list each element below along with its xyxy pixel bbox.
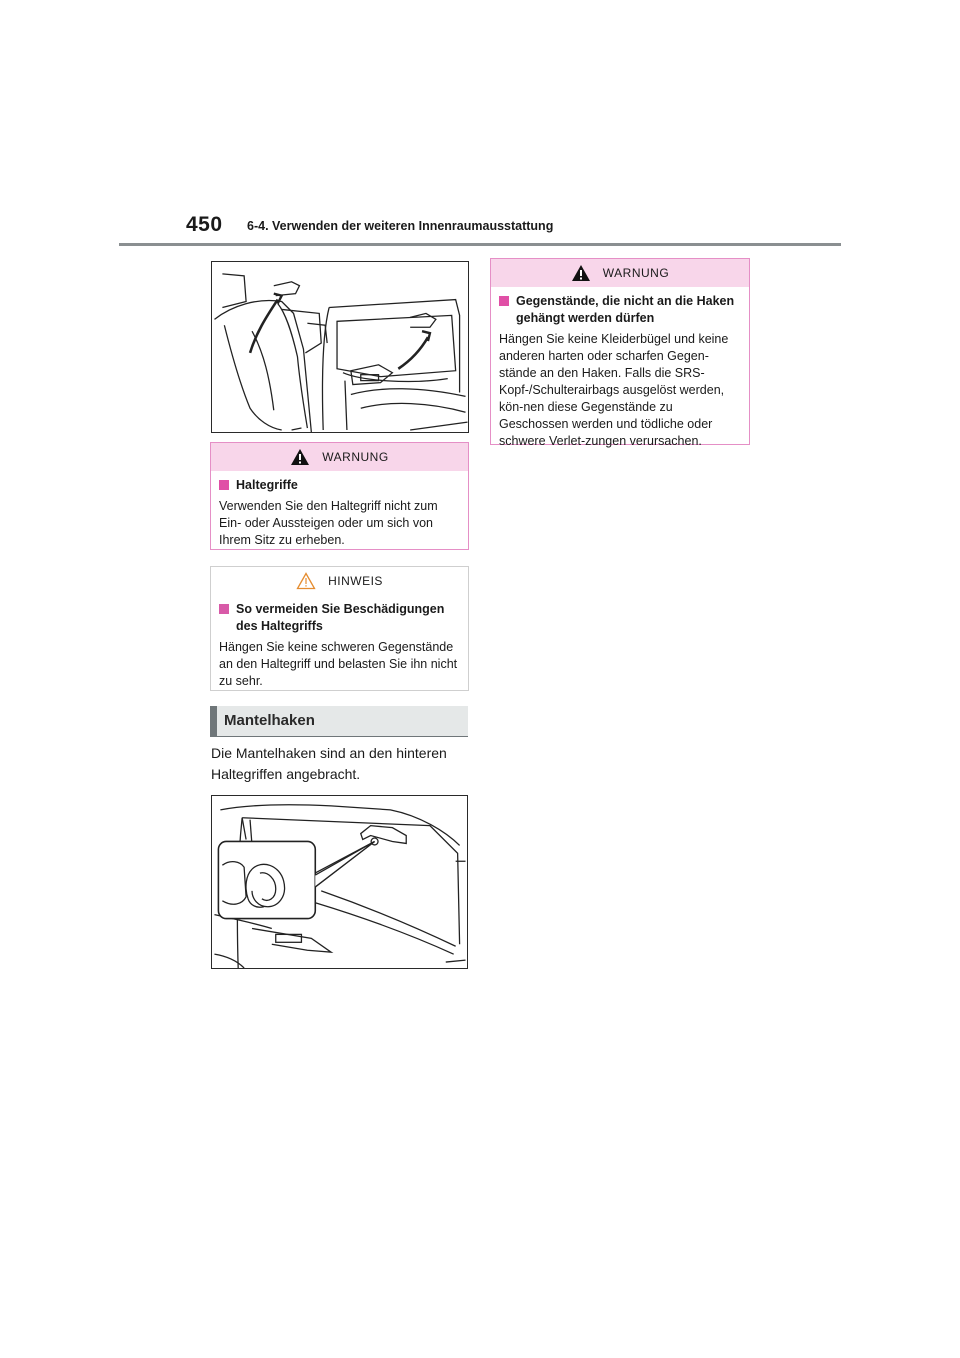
notice-box-header	[211, 567, 468, 595]
warning-box-header	[491, 259, 749, 287]
warning-label: WARNUNG	[602, 265, 670, 280]
warning-text: Hängen Sie keine Kleiderbügel und keine anderen harten oder scharfen Gegen-stände an den Haken. Falls die SRS-Kopf-/Schulterairbags ausgelöst werden, kön-nen diese Gegenstände zu Geschossen werden und tödliche oder schwere Verlet-zungen verursachen.	[499, 332, 729, 448]
warning-box-grab-handle	[210, 442, 469, 550]
bullet-square-icon	[499, 296, 509, 306]
header-rule	[119, 243, 841, 246]
bullet-square-icon	[219, 604, 229, 614]
warning-triangle-icon	[290, 448, 310, 466]
notice-box-grab-handle	[210, 566, 469, 691]
warning-box-hooks	[490, 258, 750, 448]
warning-text: Verwenden Sie den Haltegriff nicht zum Ein- oder Aussteigen oder um sich von Ihrem Sitz zu erheben.	[219, 499, 438, 547]
notice-text: Hängen Sie keine schweren Gegenstände an den Haltegriff und belasten Sie ihn nicht zu sehr.	[219, 640, 458, 688]
grab-handle-illustration	[211, 261, 469, 433]
warning-box-header	[211, 443, 468, 471]
warning-triangle-icon	[571, 264, 591, 282]
coat-hooks-heading: Mantelhaken	[210, 706, 468, 736]
notice-item-title: So vermeiden Sie Beschädigungen des Haltegriffs	[219, 601, 460, 635]
coat-hooks-text: Die Mantelhaken sind an den hinteren Haltegriffen angebracht.	[211, 745, 447, 782]
section-title: 6-4. Verwenden der weiteren Innenraumausstattung	[247, 219, 554, 233]
notice-label: HINWEIS	[328, 573, 383, 588]
warning-item-title: Haltegriffe	[219, 477, 460, 494]
heading-rule	[210, 736, 468, 737]
coat-hook-illustration	[211, 795, 468, 969]
bullet-square-icon	[219, 480, 229, 490]
warning-label: WARNUNG	[322, 449, 389, 464]
warning-item-title: Gegenstände, die nicht an die Haken gehängt werden dürfen	[499, 293, 741, 327]
notice-triangle-icon	[296, 572, 316, 590]
page-number: 450	[186, 213, 223, 236]
